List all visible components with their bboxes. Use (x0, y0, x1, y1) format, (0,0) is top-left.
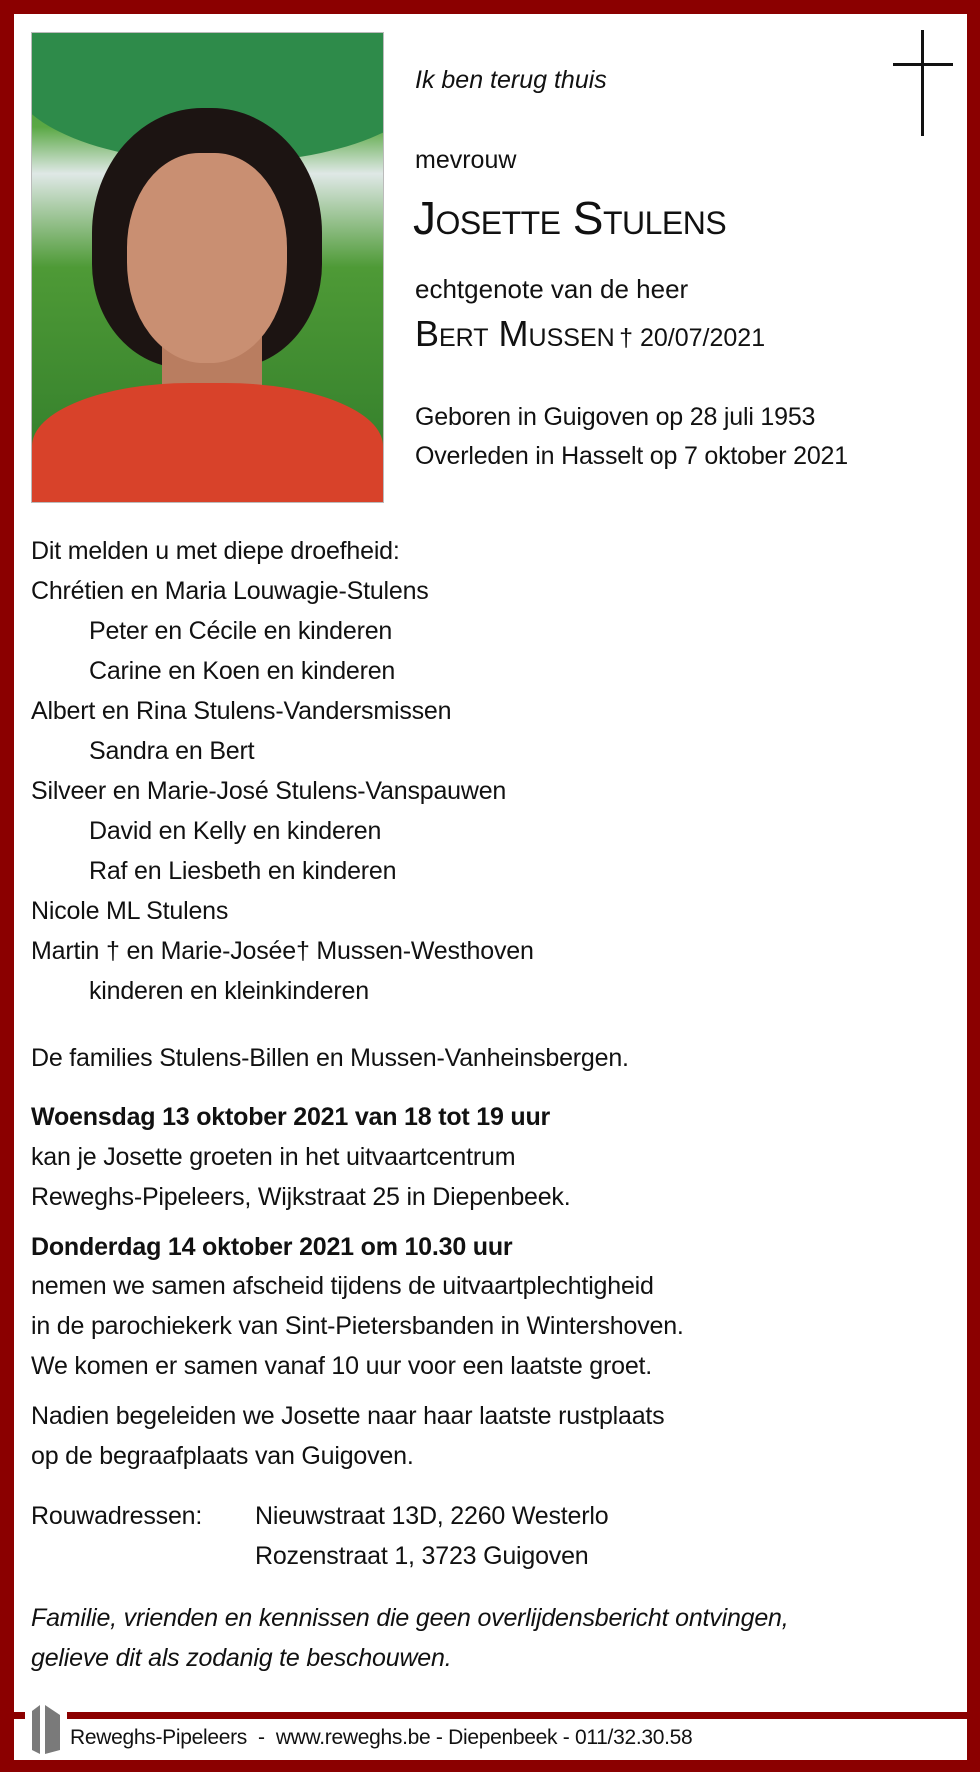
portrait-photo (31, 32, 384, 503)
family-member: Chrétien en Maria Louwagie-Stulens (31, 577, 429, 605)
family-member: Nicole ML Stulens (31, 897, 229, 925)
closing-line: Familie, vrienden en kennissen die geen overlijdensbericht ontvingen, (31, 1604, 789, 1632)
spouse-line (415, 314, 765, 362)
family-member: Albert en Rina Stulens-Vandersmissen (31, 697, 452, 725)
addresses-label: Rouwadressen: (31, 1502, 203, 1530)
family-member: kinderen en kleinkinderen (89, 977, 369, 1005)
address: Rozenstraat 1, 3723 Guigoven (255, 1542, 589, 1570)
announcement-intro: Dit melden u met diepe droefheid: (31, 537, 400, 565)
family-member: David en Kelly en kinderen (89, 817, 382, 845)
visitation-line: Reweghs-Pipeleers, Wijkstraat 25 in Diepenbeek. (31, 1183, 571, 1211)
funeral-line: in de parochiekerk van Sint-Pietersbanden in Wintershoven. (31, 1312, 684, 1340)
burial-line: op de begraafplaats van Guigoven. (31, 1442, 414, 1470)
cross-icon (893, 30, 953, 136)
family-member: Carine en Koen en kinderen (89, 657, 396, 685)
footer-divider (0, 1712, 980, 1719)
family-member: Silveer en Marie-José Stulens-Vanspauwen (31, 777, 507, 805)
family-member: Martin † en Marie-Josée† Mussen-Westhoven (31, 937, 534, 965)
footer-contact: Reweghs-Pipeleers - www.reweghs.be - Diepenbeek - 011/32.30.58 (70, 1726, 693, 1749)
visitation-line: kan je Josette groeten in het uitvaartcentrum (31, 1143, 516, 1171)
spouse-intro: echtgenote van de heer (415, 274, 689, 304)
address: Nieuwstraat 13D, 2260 Westerlo (255, 1502, 609, 1530)
family-member: Raf en Liesbeth en kinderen (89, 857, 397, 885)
family-member: Peter en Cécile en kinderen (89, 617, 393, 645)
motto: Ik ben terug thuis (415, 66, 607, 94)
funeral-line: We komen er samen vanaf 10 uur voor een laatste groet. (31, 1352, 653, 1380)
spouse-name: Bert Mussen (415, 313, 615, 354)
burial-line: Nadien begeleiden we Josette naar haar laatste rustplaats (31, 1402, 665, 1430)
birth-info: Geboren in Guigoven op 28 juli 1953 (415, 403, 816, 431)
death-info: Overleden in Hasselt op 7 oktober 2021 (415, 442, 848, 470)
spouse-death-date: † 20/07/2021 (619, 324, 766, 352)
deceased-name: Josette Stulens (413, 192, 727, 244)
funeral-heading: Donderdag 14 oktober 2021 om 10.30 uur (31, 1233, 513, 1261)
funeral-line: nemen we samen afscheid tijdens de uitvaartplechtigheid (31, 1272, 654, 1300)
reweghs-logo-icon (32, 1705, 60, 1754)
visitation-heading: Woensdag 13 oktober 2021 van 18 tot 19 uur (31, 1103, 551, 1131)
closing-line: gelieve dit als zodanig te beschouwen. (31, 1644, 452, 1672)
salutation: mevrouw (415, 146, 517, 174)
families-line: De families Stulens-Billen en Mussen-Vanheinsbergen. (31, 1044, 629, 1072)
family-member: Sandra en Bert (89, 737, 255, 765)
